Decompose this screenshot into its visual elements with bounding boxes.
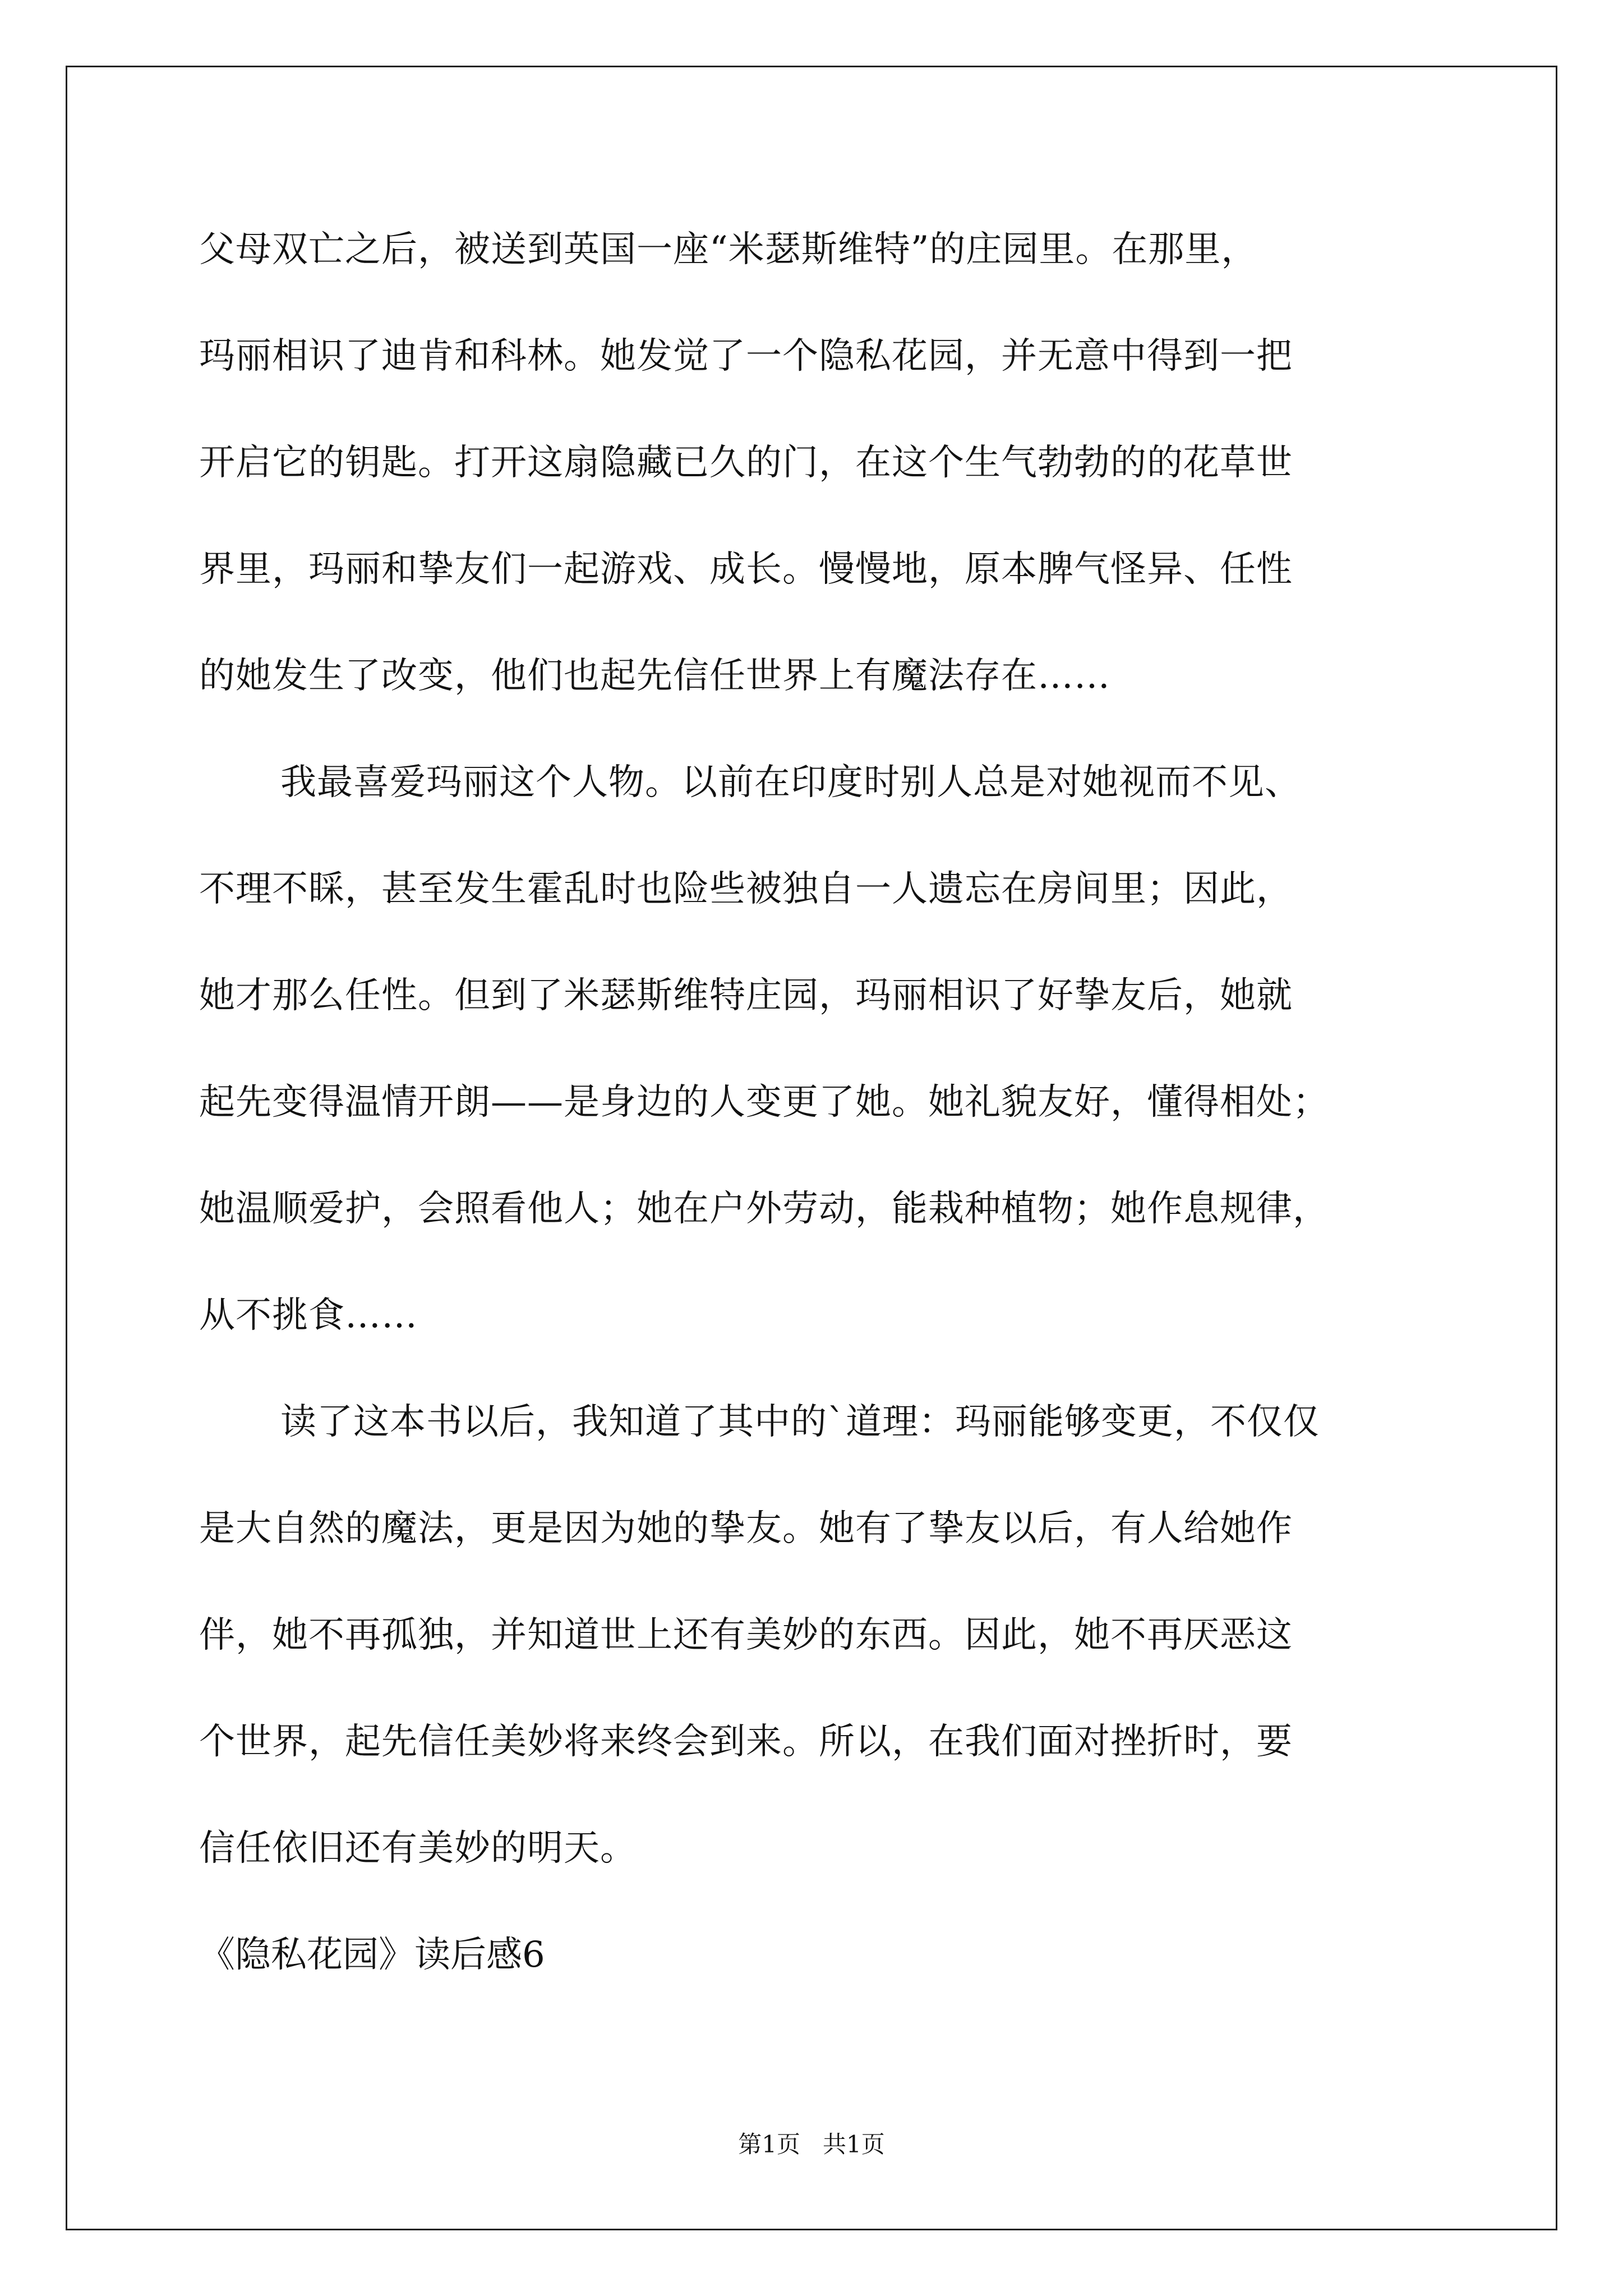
text-line: 开启它的钥匙。打开这扇隐藏已久的门，在这个生气勃勃的的花草世 xyxy=(199,442,1293,484)
text-line: 读了这本书以后，我知道了其中的`道理：玛丽能够变更，不仅仅 xyxy=(280,1401,1320,1443)
text-line: 玛丽相识了迪肯和科林。她发觉了一个隐私花园，并无意中得到一把 xyxy=(199,335,1293,377)
section-heading: 《隐私花园》读后感6 xyxy=(199,1934,545,1976)
text-line: 信任依旧还有美妙的明天。 xyxy=(199,1828,637,1869)
text-line: 是大自然的魔法，更是因为她的挚友。她有了挚友以后，有人给她作 xyxy=(199,1508,1293,1549)
text-line: 她温顺爱护，会照看他人；她在户外劳动，能栽种植物；她作息规律， xyxy=(199,1188,1329,1230)
text-line: 父母双亡之后，被送到英国一座“米瑟斯维特”的庄园里。在那里， xyxy=(199,229,1258,270)
text-line: 伴，她不再孤独，并知道世上还有美妙的东西。因此，她不再厌恶这 xyxy=(199,1614,1293,1656)
text-line: 界里，玛丽和挚友们一起游戏、成长。慢慢地，原本脾气怪异、任性 xyxy=(199,549,1293,590)
text-line: 起先变得温情开朗——是身边的人变更了她。她礼貌友好，懂得相处； xyxy=(199,1082,1329,1123)
text-line: 的她发生了改变，他们也起先信任世界上有魔法存在…… xyxy=(199,655,1110,697)
text-line: 个世界，起先信任美妙将来终会到来。所以，在我们面对挫折时，要 xyxy=(199,1721,1293,1763)
page-border xyxy=(66,66,1557,2230)
text-line: 不理不睬，甚至发生霍乱时也险些被独自一人遗忘在房间里；因此， xyxy=(199,868,1293,910)
page-number: 第1页 共1页 xyxy=(738,2131,885,2158)
text-line: 从不挑食…… xyxy=(199,1295,418,1336)
text-line: 她才那么任性。但到了米瑟斯维特庄园，玛丽相识了好挚友后，她就 xyxy=(199,975,1293,1016)
text-line: 我最喜爱玛丽这个人物。以前在印度时别人总是对她视而不见、 xyxy=(280,762,1301,803)
